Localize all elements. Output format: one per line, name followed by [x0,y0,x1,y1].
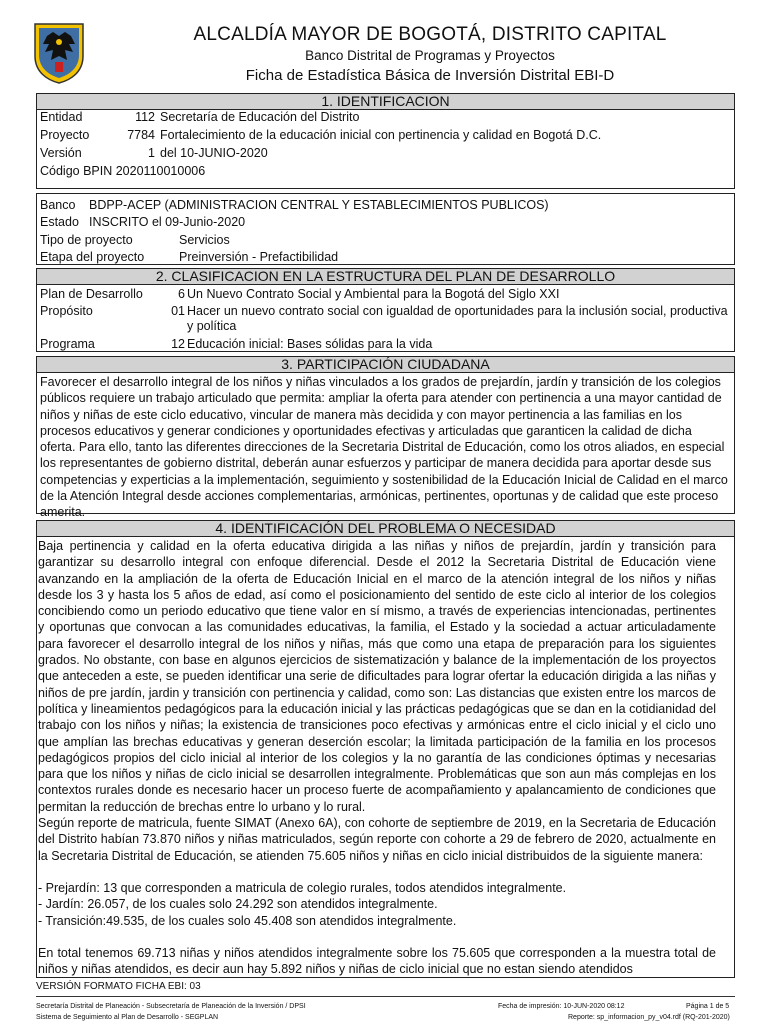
problema-paragraph-1: Baja pertinencia y calidad en la oferta educativa dirigida a las niñas y niños de prejardín, jardín y transición para garantizar su desarrollo integral con enfoque diferencial. Desde el 2012 la Secretaria Distrital de Educación viene avanzando en la ampliación de la oferta de Educación Inicial en el marco de la atención integral de los niños y niñas desde los 3 y hasta los 5 años de edad, así como el posicionamiento del sentido de este ciclo al interior de los colegios concibiendo como un periodo educativo que tiene valor en sí mismo, a través de experiencias intencionadas, pertinentes y oportunas que convocan a las comunidades educativas, la familia, el Estado y la sociedad a actuar articuladamente para favorecer el desarrollo integral de los niños y niñas, más que como una etapa de preparación para los siguientes grados. No obstante, con base en algunos ejercicios de sistematización y balance de la implementación de los proyectos que anteceden a este, se pueden identificar una serie de dificultades para lograr ofertar la educación dirigida a las niñas y niños de pre jardín, jardin y transición con pertinencia y calidad, como son: Las distancias que existen entre los marcos de política y lineamientos pedagógicos para la educación inicial y las prácticas pedagógicas que se dan en la cotidianidad del trabajo con los niños y niñas; la existencia de transiciones poco efectivas y armónicas entre el ciclo inicial y el ciclo uno que amplían las brechas educativas y generan deserción escolar; la limitada participación de la familia en los procesos pedagógicos propios del ciclo inicial al interior de los colegios y la no garantía de las condiciones óptimas y necesarias para que los niños y niñas de ciclo inicial se desarrollen integralmente. Problemáticas que son aun más complejas en los contextos rurales donde es necesario hacer un proceso fuerte de acompañamiento y apalancamiento de condiciones que permitan la reducción de brechas entre lo urbano y lo rural. [38,539,716,814]
plan-desarrollo-label: Plan de Desarrollo [40,287,143,301]
programa-label: Programa [40,337,95,351]
banco-value: BDPP-ACEP (ADMINISTRACION CENTRAL Y ESTABLECIMIENTOS PUBLICOS) [89,198,549,212]
programa-code: 12 [171,337,185,351]
tipo-proyecto-label: Tipo de proyecto [40,233,133,247]
footer-pagina: Página 1 de 5 [686,1003,730,1010]
estado-value: INSCRITO el 09-Junio-2020 [89,215,246,229]
proposito-value-line2: y política [187,319,237,333]
problema-bullet-transicion: - Transición:49.535, de los cuales solo 45.408 son atendidos integralmente. [38,913,457,928]
programa-value: Educación inicial: Bases sólidas para la vida [187,337,433,351]
etapa-proyecto-value: Preinversión - Prefactibilidad [179,250,339,264]
footer-divider [36,996,735,997]
proyecto-label: Proyecto [40,128,90,142]
estado-label: Estado [40,215,79,229]
proyecto-code: 7784 [127,128,155,142]
problema-paragraph-3: En total tenemos 69.713 niñas y niños atendidos integralmente sobre los 75.605 que corresponden a la muestra total de niños y niñas atendidos, es decir aun hay 5.892 niños y niñas de ciclo inicial que no estan siendo atendidos [38,945,716,977]
plan-desarrollo-code: 6 [178,287,185,301]
footer-fecha-impresion: Fecha de impresión: 10-JUN-2020 08:12 [498,1003,625,1010]
entidad-code: 112 [135,110,155,124]
problema-bullet-prejardin: - Prejardín: 13 que corresponden a matricula de colegio rurales, todos atendidos integralmente. [38,880,567,895]
format-version: VERSIÓN FORMATO FICHA EBI: 03 [36,981,201,992]
footer-secretaria: Secretaría Distrital de Planeación - Subsecretaría de Planeación de la Inversión / DPSI [36,1003,306,1010]
proposito-label: Propósito [40,304,93,318]
banco-label: Banco [40,198,76,212]
section-2-title: 2. CLASIFICACION EN LA ESTRUCTURA DEL PLAN DE DESARROLLO [36,268,735,285]
proposito-code: 01 [171,304,185,318]
etapa-proyecto-label: Etapa del proyecto [40,250,145,264]
section-1-title: 1. IDENTIFICACION [36,93,735,110]
problema-bullet-jardin: - Jardín: 26.057, de los cuales solo 24.292 son atendidos integralmente. [38,897,438,912]
footer-sistema: Sistema de Seguimiento al Plan de Desarrollo - SEGPLAN [36,1014,219,1021]
proposito-value-line1: Hacer un nuevo contrato social con igualdad de oportunidades para la inclusión social, productiva [187,304,728,318]
section-3-title: 3. PARTICIPACIÓN CIUDADANA [36,356,735,373]
bpin-code: Código BPIN 2020110010006 [40,164,206,178]
page-subtitle-form: Ficha de Estadística Básica de Inversión Distrital EBI-D [245,67,615,84]
problema-necesidad-text [38,538,716,977]
tipo-proyecto-value: Servicios [179,233,230,247]
proyecto-value: Fortalecimiento de la educación inicial con pertinencia y calidad en Bogotá D.C. [160,128,602,142]
participacion-ciudadana-text [40,374,730,521]
entidad-value: Secretaría de Educación del Distrito [160,110,360,124]
entidad-label: Entidad [40,110,83,124]
footer-reporte: Reporte: sp_informacion_py_v04.rdf (RQ-201-2020) [568,1014,730,1021]
page-title: ALCALDÍA MAYOR DE BOGOTÁ, DISTRITO CAPITAL [193,24,667,45]
participacion-ciudadana-paragraph: Favorecer el desarrollo integral de los niños y niñas vinculados a los grados de prejardín, jardín y transición de los colegios públicos requiere un trabajo articulado que permita: ampliar la oferta para atender con pertinencia a una mayor cantidad de niños y niñas de este ciclo educativo, vincular de manera màs decidida y con mayor pertinencia a las familias en los procesos educativos y generar condiciones y oportunidades efectivas y articuladas que garanticen la calidad de dicha oferta. Para ello, tanto las diferentes direcciones de la Secretaria Distrital de Educación, como los otros aliados, en especial los representantes de gobierno distrital, deberán aunar esfuerzos y participar de manera decidida para aportar desde sus competencias y experticias a la implementación, seguimiento y sostenibilidad de la Educación Inicial de Calidad en el marco de la Atención Integral desde acciones complementarias, armónicas, pertinentes, oportunas y de calidad que este proceso amerita. [40,375,728,520]
problema-paragraph-2: Según reporte de matricula, fuente SIMAT (Anexo 6A), con cohorte de septiembre de 2019, en la Secretaria de Educación del Distrito habían 73.870 niños y niñas matriculados, según reporte con cohorte a 29 de febrero de 2020, actualmente en la Secretaria Distrital de Educación, se atienden 75.605 niños y niñas en ciclo inicial distribuidos de la siguiente manera: [38,816,716,863]
plan-desarrollo-value: Un Nuevo Contrato Social y Ambiental para la Bogotá del Siglo XXI [187,287,560,301]
version-date: del 10-JUNIO-2020 [160,146,268,160]
section-4-title: 4. IDENTIFICACIÓN DEL PROBLEMA O NECESIDAD [36,520,735,537]
page-subtitle-bank: Banco Distrital de Programas y Proyectos [305,48,555,63]
version-number: 1 [148,146,155,160]
version-label: Versión [40,146,82,160]
bogota-coat-of-arms-logo [33,22,85,84]
